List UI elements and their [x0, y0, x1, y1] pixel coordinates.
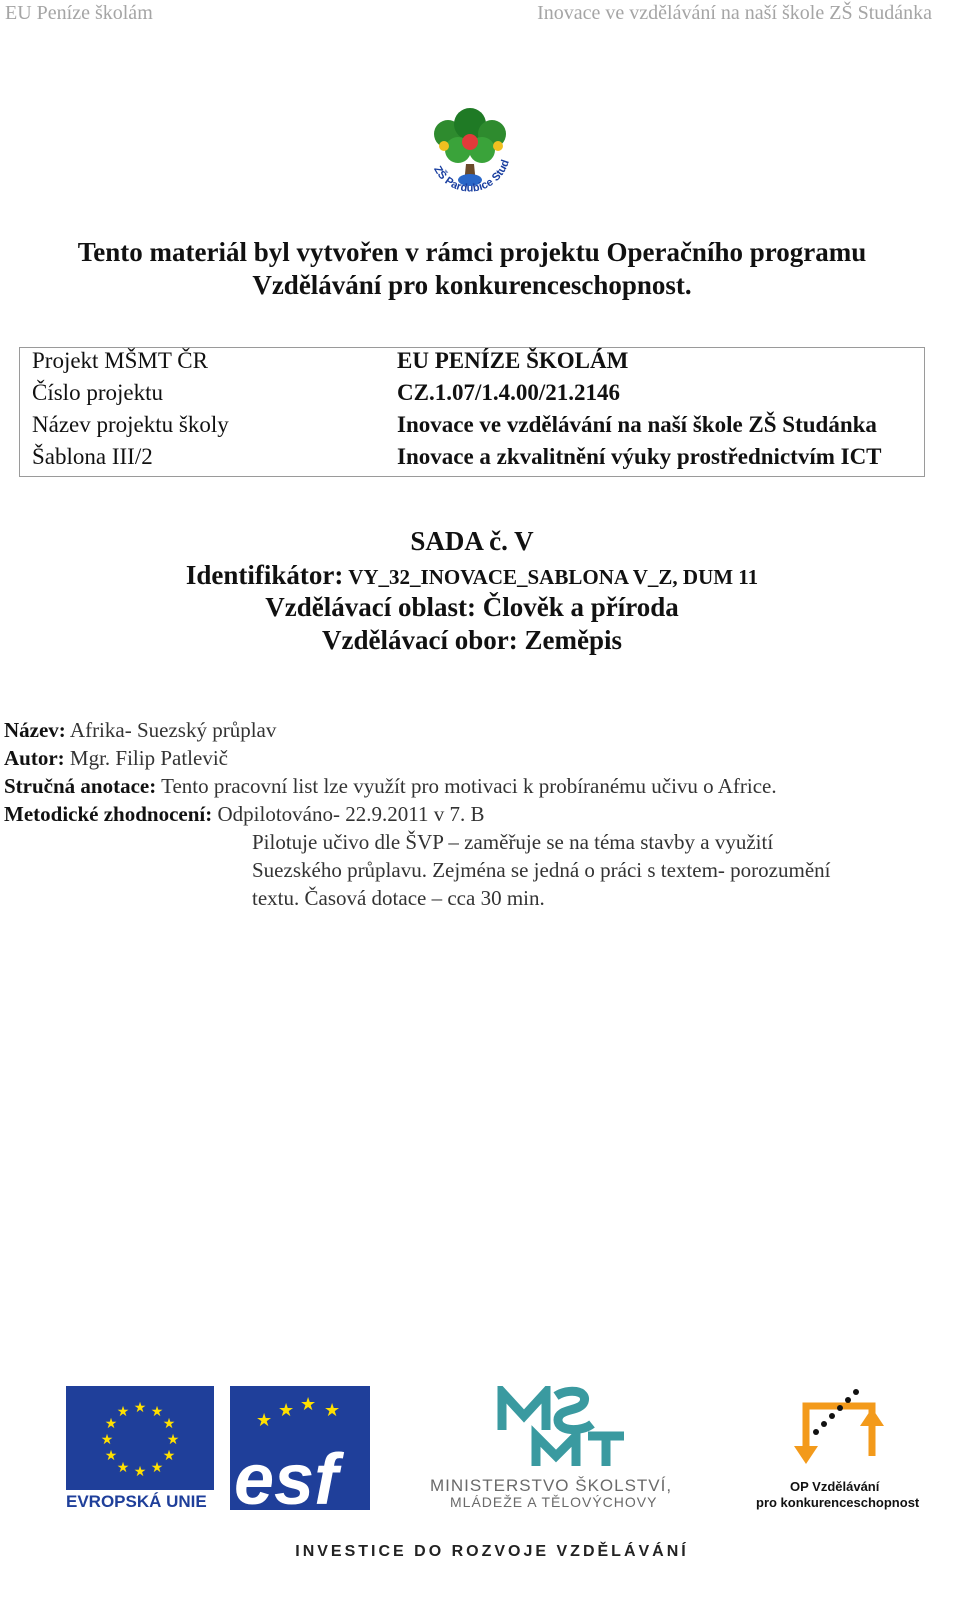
table-label: Název projektu školy: [32, 412, 229, 437]
table-value: Inovace ve vzdělávání na naší škole ZŠ Studánka: [397, 412, 877, 437]
op-line-1: OP Vzdělávání: [790, 1479, 880, 1494]
svg-text:★: ★: [150, 1460, 164, 1476]
table-label: Číslo projektu: [32, 380, 163, 405]
msmt-logo: [496, 1386, 628, 1470]
author-label: Autor:: [4, 746, 65, 770]
name-line: [4, 716, 276, 744]
table-row: [20, 444, 924, 476]
svg-text:★: ★: [278, 1400, 295, 1421]
methodic-value: Odpilotováno- 22.9.2011 v 7. B: [212, 802, 485, 826]
author-value: Mgr. Filip Patlevič: [64, 746, 228, 770]
identifier-label: Identifikátor:: [185, 560, 344, 590]
svg-text:★: ★: [116, 1460, 130, 1476]
educational-area: Vzdělávací oblast: Člověk a příroda: [265, 592, 679, 622]
methodic-label: Metodické zhodnocení:: [4, 802, 213, 826]
school-logo-text: ZŠ Pardubice Stud: [431, 158, 512, 195]
intro-line-2: Vzdělávání pro konkurenceschopnost.: [252, 270, 692, 300]
table-label: Šablona III/2: [32, 444, 153, 469]
name-value: Afrika- Suezský průplav: [65, 718, 277, 742]
set-title: SADA č. V: [410, 526, 534, 556]
svg-text:★: ★: [100, 1432, 114, 1448]
table-row: [20, 412, 924, 444]
author-line: [4, 744, 228, 772]
table-row: [20, 348, 924, 380]
school-logo: [418, 104, 522, 212]
methodic-cont-1: Pilotuje učivo dle ŠVP – zaměřuje se na téma stavby a využití: [252, 830, 774, 854]
svg-text:★: ★: [104, 1448, 118, 1464]
op-line-2: pro konkurenceschopnost: [756, 1495, 920, 1510]
svg-text:esf: esf: [234, 1440, 339, 1510]
header-left-text: EU Peníze školám: [5, 2, 153, 24]
methodic-cont-2: Suezského průplavu. Zejména se jedná o práci s textem- porozumění: [252, 858, 831, 882]
msmt-line-1: MINISTERSTVO ŠKOLSTVÍ,: [430, 1476, 673, 1495]
svg-text:★: ★: [133, 1464, 147, 1480]
eu-flag-logo: [66, 1386, 214, 1490]
name-label: Název:: [4, 718, 66, 742]
table-value: EU PENÍZE ŠKOLÁM: [397, 348, 629, 373]
svg-text:★: ★: [300, 1394, 317, 1415]
msmt-line-2: MLÁDEŽE A TĚLOVÝCHOVY: [450, 1494, 658, 1510]
svg-text:★: ★: [166, 1432, 180, 1448]
svg-text:★: ★: [133, 1400, 147, 1416]
svg-text:★: ★: [104, 1416, 118, 1432]
methodic-line: [4, 800, 484, 828]
identifier-value: VY_32_INOVACE_SABLONA V_Z, DUM 11: [343, 565, 759, 589]
identifier-line: [0, 560, 944, 591]
eu-label: EVROPSKÁ UNIE: [66, 1492, 207, 1511]
annotation-line: [4, 772, 777, 800]
intro-text: [0, 236, 944, 302]
annotation-value: Tento pracovní list lze využít pro motivaci k probíranému učivu o Africe.: [156, 774, 777, 798]
op-logo: [786, 1386, 890, 1482]
project-info-table: [19, 347, 925, 477]
footer-logos: [0, 1380, 960, 1560]
svg-text:★: ★: [256, 1410, 273, 1431]
educational-field: Vzdělávací obor: Zeměpis: [322, 625, 622, 655]
table-value: CZ.1.07/1.4.00/21.2146: [397, 380, 620, 405]
methodic-cont-3: textu. Časová dotace – cca 30 min.: [252, 886, 545, 910]
svg-text:★: ★: [150, 1404, 164, 1420]
table-row: [20, 380, 924, 412]
svg-text:★: ★: [116, 1404, 130, 1420]
header-right-text: Inovace ve vzdělávání na naší škole ZŠ Studánka: [537, 2, 932, 24]
intro-line-1: Tento materiál byl vytvořen v rámci projektu Operačního programu: [77, 237, 867, 267]
svg-text:★: ★: [162, 1416, 176, 1432]
annotation-label: Stručná anotace:: [4, 774, 157, 798]
svg-text:★: ★: [324, 1400, 341, 1421]
footer-slogan: INVESTICE DO ROZVOJE VZDĚLÁVÁNÍ: [295, 1543, 689, 1560]
svg-text:★: ★: [162, 1448, 176, 1464]
table-value: Inovace a zkvalitnění výuky prostřednictvím ICT: [397, 444, 882, 469]
table-label: Projekt MŠMT ČR: [32, 348, 208, 373]
esf-logo: [230, 1386, 370, 1510]
